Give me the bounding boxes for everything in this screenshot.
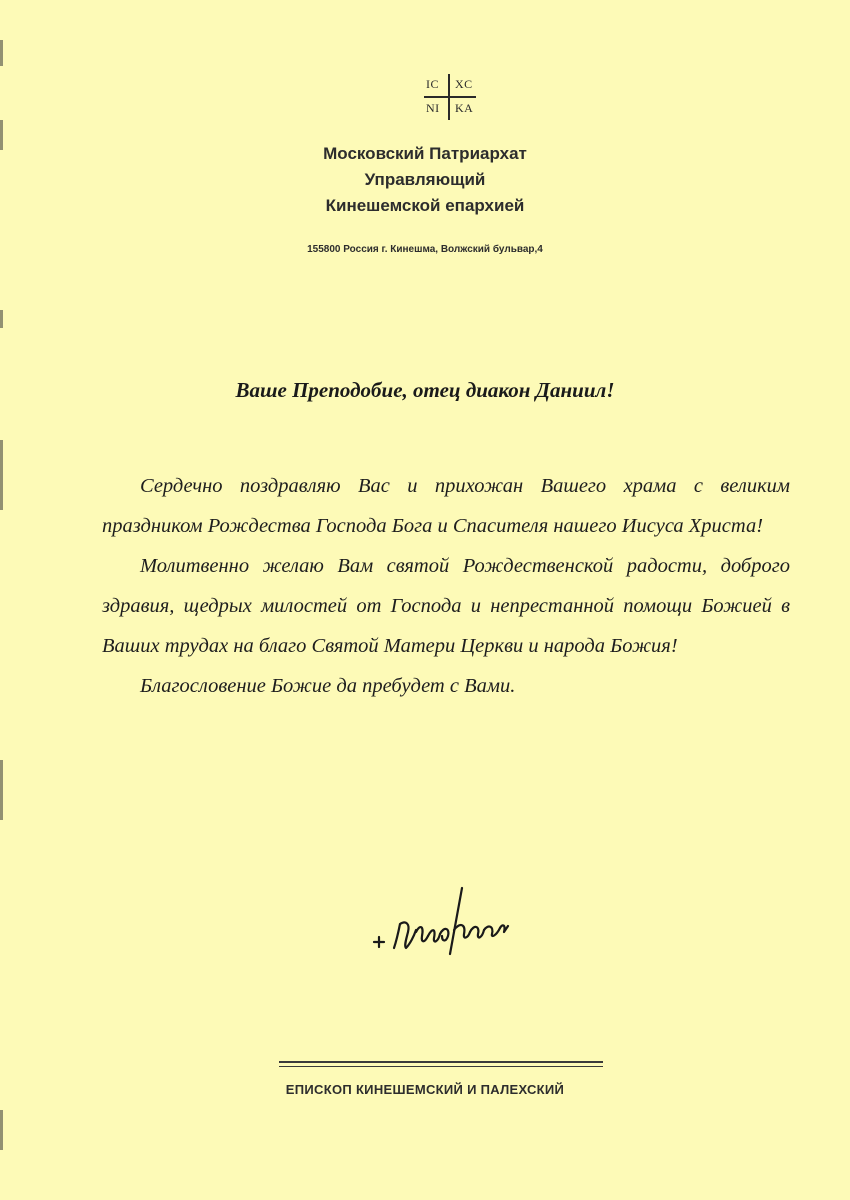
scan-edge-mark bbox=[0, 760, 3, 820]
monogram-ic: IC bbox=[426, 77, 439, 91]
letter-paragraph: Молитвенно желаю Вам святой Рождественской радости, доброго здравия, щедрых милостей от Господа и непрестанной помощи Божией в Ваших трудах на благо Святой Матери Церкви и народа Божия! bbox=[102, 555, 790, 657]
footer-divider bbox=[279, 1061, 603, 1063]
letterhead-line-3: Кинешемской епархией bbox=[325, 196, 525, 215]
letterhead-line-1: Московский Патриархат bbox=[323, 144, 527, 163]
letterhead-address: 155800 Россия г. Кинешма, Волжский бульвар,4 bbox=[307, 244, 543, 255]
scan-edge-mark bbox=[0, 440, 3, 510]
scan-edge-mark bbox=[0, 310, 3, 328]
handwritten-signature bbox=[370, 880, 520, 960]
ic-xc-ni-ka-monogram-icon bbox=[422, 74, 478, 120]
monogram-ka: KA bbox=[455, 101, 474, 115]
letter-paragraph: Благословение Божие да пребудет с Вами. bbox=[140, 675, 516, 697]
footer-divider bbox=[279, 1066, 603, 1067]
monogram-xc: XC bbox=[455, 77, 473, 91]
scan-edge-mark bbox=[0, 40, 3, 66]
signatory-title: ЕПИСКОП КИНЕШЕМСКИЙ И ПАЛЕХСКИЙ bbox=[285, 1082, 565, 1097]
scan-edge-mark bbox=[0, 1110, 3, 1150]
monogram-ni: NI bbox=[426, 101, 440, 115]
letter-greeting: Ваше Преподобие, отец диакон Даниил! bbox=[235, 378, 615, 402]
letter-body bbox=[102, 466, 790, 706]
letterhead-line-2: Управляющий bbox=[364, 170, 486, 189]
letter-paragraph: Сердечно поздравляю Вас и прихожан Вашего храма с великим праздником Рождества Господа Бога и Спасителя нашего Иисуса Христа! bbox=[102, 475, 790, 537]
